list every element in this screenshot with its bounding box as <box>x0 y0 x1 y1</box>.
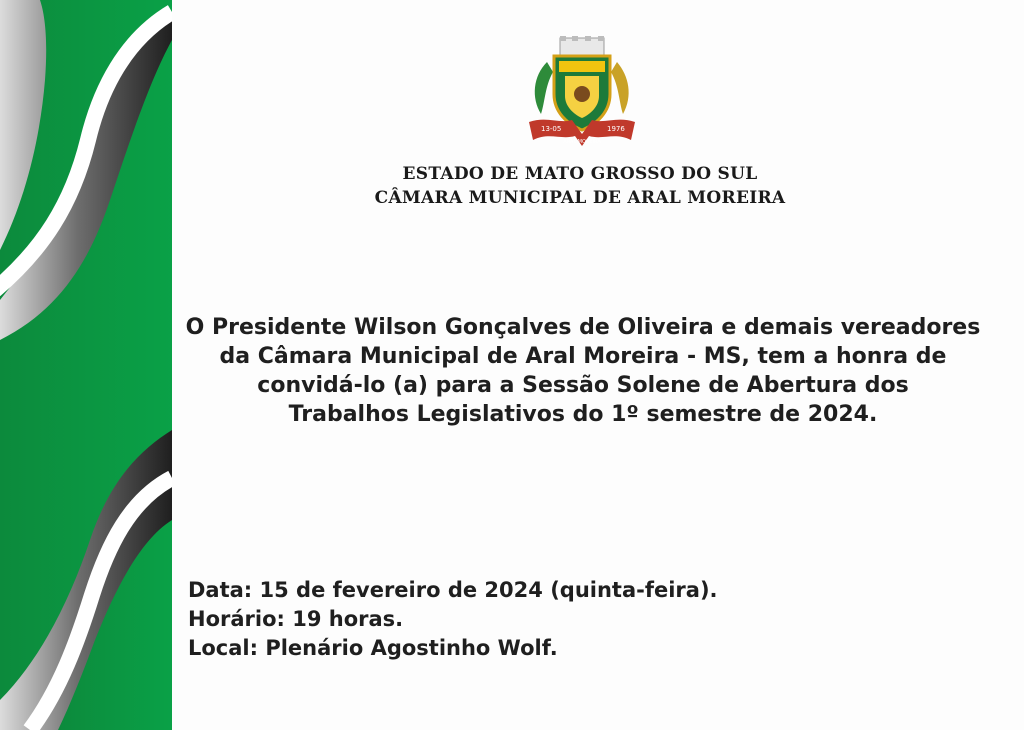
invitation-line-1: O Presidente Wilson Gonçalves de Oliveira e demais vereadores <box>185 315 981 340</box>
crest-ribbon-text: ARAL MOREIRA <box>563 139 601 145</box>
invitation-line-2: da Câmara Municipal de Aral Moreira - MS, tem a honra de <box>219 344 947 369</box>
header-state: ESTADO DE MATO GROSSO DO SUL <box>402 164 758 184</box>
crest-date-right: 1976 <box>607 125 625 133</box>
header-block <box>240 162 920 210</box>
invitation-line-3: convidá-lo (a) para a Sessão Solene de Abertura dos <box>257 373 909 398</box>
event-details <box>188 576 718 663</box>
event-time: Horário: 19 horas. <box>188 607 404 631</box>
crest-date-left: 13-05 <box>541 125 562 133</box>
event-location: Local: Plenário Agostinho Wolf. <box>188 636 558 660</box>
municipal-coat-of-arms-icon <box>527 36 637 148</box>
decorative-side-band <box>0 0 172 730</box>
invitation-text <box>178 313 988 429</box>
invitation-line-4: Trabalhos Legislativos do 1º semestre de 2024. <box>288 402 878 427</box>
header-chamber: CÂMARA MUNICIPAL DE ARAL MOREIRA <box>374 188 786 208</box>
event-date: Data: 15 de fevereiro de 2024 (quinta-feira). <box>188 578 718 602</box>
